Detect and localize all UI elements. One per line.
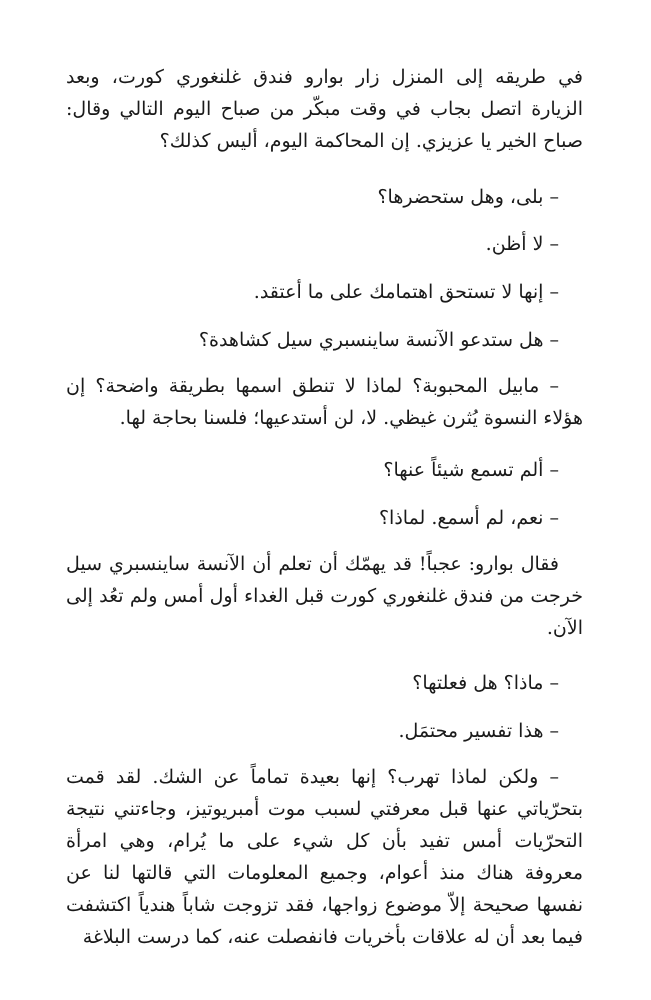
paragraph-narration: فقال بوارو: عجباً! قد يهمّك أن تعلم أن الآنسة ساينسبري سيل خرجت من فندق غلنغوري كورت قبل الغداء أول أمس ولم تعُد إلى الآن. bbox=[66, 553, 583, 639]
dialogue-line-2: – لا أظن. bbox=[485, 233, 559, 255]
dialogue-line-10: – ولكن لماذا تهرب؟ إنها بعيدة تماماً عن الشك. لقد قمت بتحرّياتي عنها قبل معرفتي لسبب موت أمبريوتيز، وجاءتني نتيجة التحرّيات أمس تفيد بأن كل شيء على ما يُرام، وهي امرأة معروفة هناك منذ أعوام، وجميع المعلومات التي قالتها لنا عن نفسها صحيحة إلاّ موضوع زواجها، فقد تزوجت شاباً هندياً اكتشفت فيما بعد أن له علاقات بأخريات فانفصلت عنه، كما درست البلاغة bbox=[66, 766, 583, 948]
dialogue-line-6: – ألم تسمع شيئاً عنها؟ bbox=[383, 459, 559, 481]
dialogue-line-5: – مابيل المحبوبة؟ لماذا لا تنطق اسمها بطريقة واضحة؟ إن هؤلاء النسوة يُثرن غيظي. لا، لن أستدعيها؛ فلسنا بحاجة لها. bbox=[66, 375, 583, 429]
dialogue-line-1: – بلى، وهل ستحضرها؟ bbox=[377, 186, 559, 208]
dialogue-line-4: – هل ستدعو الآنسة ساينسبري سيل كشاهدة؟ bbox=[198, 329, 559, 351]
dialogue-line-3: – إنها لا تستحق اهتمامك على ما أعتقد. bbox=[253, 281, 559, 303]
dialogue-line-9: – هذا تفسير محتمَل. bbox=[398, 720, 559, 742]
book-page bbox=[66, 0, 583, 1000]
dialogue-line-8: – ماذا؟ هل فعلتها؟ bbox=[412, 672, 559, 694]
paragraph-1: في طريقه إلى المنزل زار بوارو فندق غلنغوري كورت، وبعد الزيارة اتصل بجاب في وقت مبكّر من صباح اليوم التالي وقال: صباح الخير يا عزيزي. إن المحاكمة اليوم، أليس كذلك؟ bbox=[66, 66, 583, 152]
dialogue-line-7: – نعم، لم أسمع. لماذا؟ bbox=[378, 507, 559, 529]
